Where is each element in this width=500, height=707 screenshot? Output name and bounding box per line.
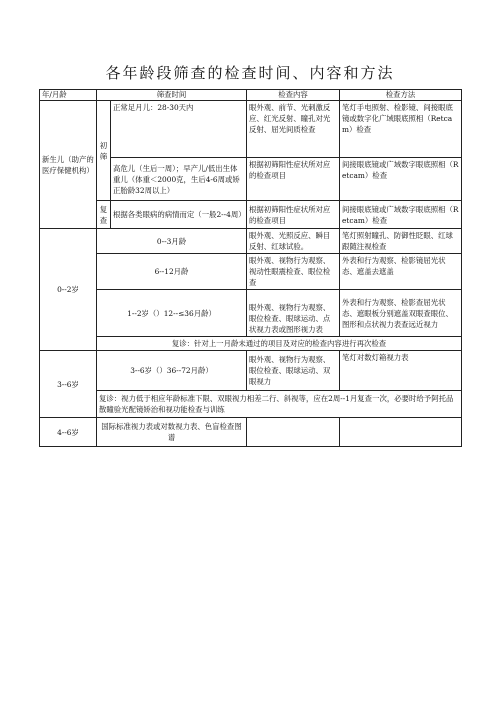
newborn-time-2: 高危儿（生后一周）；早产儿/低出生体重儿（体重＜2000克，生后4-6周或矫正胎龄32周以上） — [111, 158, 247, 201]
newborn-content-1: 眼外观、前节、光刺激反应、红光反射、瞳孔对光反射、屈光间质检查 — [247, 101, 340, 158]
age36-content: 眼外观、视物行为观察、眼位检查、眼球运动、双眼视力 — [247, 351, 340, 391]
age46-content — [247, 418, 340, 447]
age36-method: 笔灯对数灯箱视力表 — [340, 351, 462, 391]
age02-content-1: 眼外观、光照反应、瞬目反射、红球试验。 — [247, 229, 340, 254]
header-row — [40, 90, 462, 101]
screening-table — [39, 89, 462, 447]
age02-method-1: 笔灯照射瞳孔、防御性眨眼、红球跟随注视检查 — [340, 229, 462, 254]
table-row — [40, 351, 462, 391]
group-0-2: 0--2岁 — [40, 229, 97, 351]
page-title: 各年龄段筛查的检查时间、内容和方法 — [105, 64, 395, 82]
newborn-time-3: 根据各类眼病的病情而定（一般2--4周） — [111, 201, 247, 229]
age02-time-3: 1--2岁（）12--≤36月龄） — [97, 290, 247, 337]
recheck-label: 复查 — [97, 201, 111, 229]
newborn-method-1: 笔灯手电照射、检影镜、间接眼底镜或数字化广域眼底照相（Retcam）检查 — [340, 101, 462, 158]
age02-method-2: 外表和行为观察、检影镜屈光状态、遮盖去遮盖 — [340, 254, 462, 290]
newborn-content-3: 根据初筛阳性症状所对应的检查项目 — [247, 201, 340, 229]
table-row — [40, 418, 462, 447]
age02-content-3: 眼外观、视物行为观察、眼位检查、眼球运动、点状视力表或图形视力表 — [247, 290, 340, 337]
initial-screen-label: 初筛 — [97, 101, 111, 201]
age46-time: 国际标准视力表或对数视力表、色盲检查图谱 — [97, 418, 247, 447]
group-4-6: 4--6岁 — [40, 418, 97, 447]
table-row — [40, 337, 462, 351]
age02-recheck-note: 复诊：针对上一月龄未通过的项目及对应的检查内容进行再次检查 — [97, 337, 462, 351]
newborn-time-1: 正常足月儿：28-30天内 — [111, 101, 247, 158]
table-row — [40, 290, 462, 337]
age02-time-2: 6--12月龄 — [97, 254, 247, 290]
table-row — [40, 391, 462, 418]
newborn-content-2: 根据初筛阳性症状所对应的检查项目 — [247, 158, 340, 201]
newborn-method-2: 间接眼底镜或广域数字眼底照相（Retcam）检查 — [340, 158, 462, 201]
age02-time-1: 0--3月龄 — [97, 229, 247, 254]
table-row — [40, 101, 462, 158]
newborn-method-3: 间接眼底镜或广域数字眼底照相（Retcam）检查 — [340, 201, 462, 229]
group-3-6: 3--6岁 — [40, 351, 97, 418]
header-age: 年/月龄 — [40, 90, 97, 101]
group-newborn: 新生儿（助产的医疗保健机构） — [40, 101, 97, 229]
age36-time: 3--6岁（）36--72月龄） — [97, 351, 247, 391]
table-row — [40, 229, 462, 254]
header-method: 检查方法 — [340, 90, 462, 101]
age02-method-3: 外表和行为观察、检影查屈光状态、遮眼板分别遮盖双眼查眼位、图形和点状视力表查远近视力 — [340, 290, 462, 337]
header-time: 筛查时间 — [97, 90, 247, 101]
age46-method — [340, 418, 462, 447]
header-content: 检查内容 — [247, 90, 340, 101]
table-row — [40, 254, 462, 290]
age02-content-2: 眼外观、视物行为观察、视动性眼震检查、眼位检查 — [247, 254, 340, 290]
table-row — [40, 201, 462, 229]
age36-recheck-note: 复诊：视力低于相应年龄标准下限、双眼视力相差二行、斜视等，应在2周--1月复查一次，必要时给予阿托品散瞳验光配镜矫治和视功能检查与训练 — [97, 391, 462, 418]
